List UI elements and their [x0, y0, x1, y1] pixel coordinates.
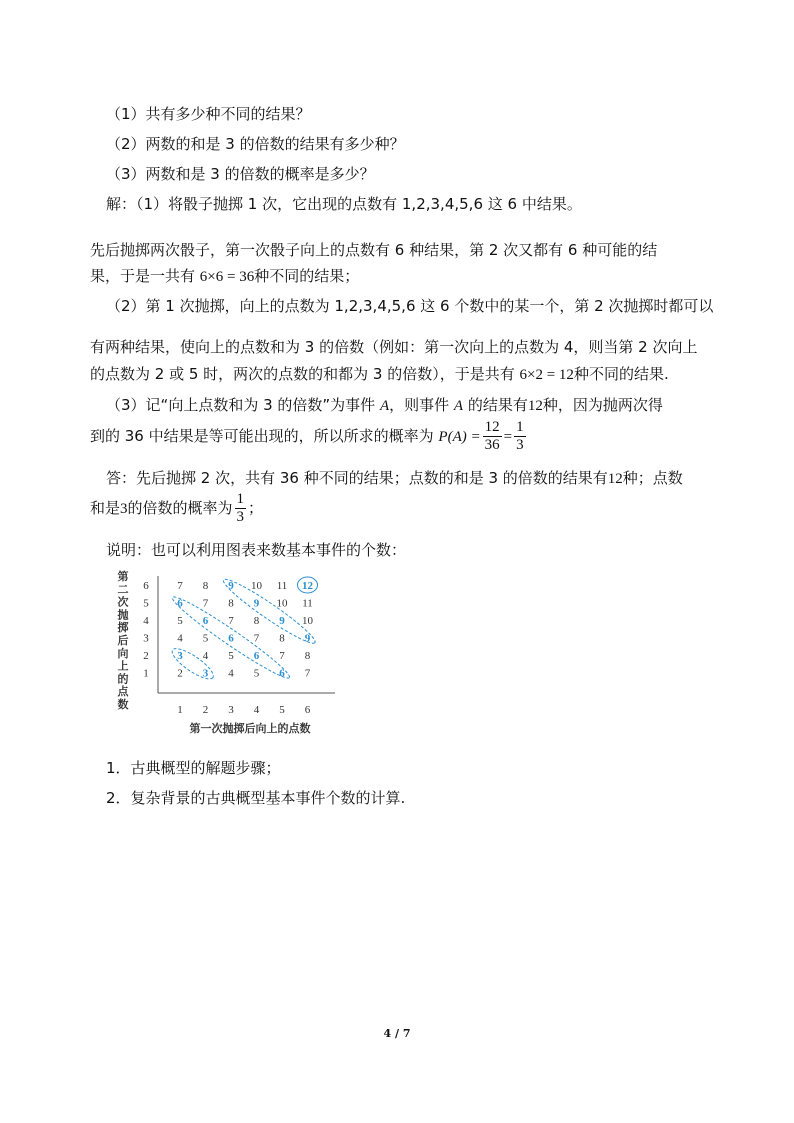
math-expression: 6×6 = 36 — [199, 269, 255, 285]
summary-item-2: 2．复杂背景的古典概型基本事件个数的计算. — [106, 789, 406, 807]
sum-cell: 7 — [202, 597, 209, 610]
sum-cell: 11 — [276, 580, 288, 592]
sum-cell: 5 — [202, 632, 209, 645]
sum-cell: 5 — [177, 615, 183, 627]
probability-expression: P(A) = — [438, 429, 481, 445]
x-tick-label: 6 — [304, 704, 311, 716]
solution-line-2: 先后抛掷两次骰子，第一次骰子向上的点数有 6 种结果，第 2 次又都有 6 种可能的结 — [90, 241, 658, 259]
sum-cell: 10 — [251, 580, 262, 592]
sum-cell: 4 — [177, 632, 183, 645]
sum-cell: 5 — [228, 650, 234, 662]
x-tick-label: 4 — [253, 704, 260, 716]
solution-line-3: 果，于是一共有 6×6 = 36种不同的结果； — [90, 267, 360, 285]
sum-cell: 4 — [228, 667, 234, 680]
answer-line-2: 和是3的倍数的概率为 $\frac{1}{3}$ ； — [90, 491, 264, 525]
solution-line-4: （2）第 1 次抛掷，向上的点数为 1,2,3,4,5,6 这 6 个数中的某一个，第 2 次抛掷时都可以 — [106, 297, 714, 315]
question-1: （1）共有多少种不同的结果？ — [106, 105, 311, 123]
highlighted-sum-cell: 6 — [228, 632, 234, 645]
sum-cell: 8 — [228, 597, 234, 610]
y-tick-label: 1 — [143, 667, 149, 680]
sum-cell: 2 — [177, 667, 183, 680]
solution-line-1: 解：（1）将骰子抛掷 1 次，它出现的点数有 1,2,3,4,5,6 这 6 中结果。 — [106, 195, 582, 213]
y-tick-label: 6 — [143, 580, 149, 592]
page-number: 4 / 7 — [383, 1027, 411, 1040]
solution-line-8: 到的 36 中结果是等可能出现的，所以所求的概率为 P(A) = $\frac{12}{36}$ = $\frac{1}{3}$ — [90, 419, 524, 453]
sum-cell: 10 — [302, 615, 313, 627]
y-tick-label: 3 — [143, 632, 149, 645]
x-tick-label: 1 — [177, 704, 183, 716]
answer-line-1: 答：先后抛掷 2 次，共有 36 种不同的结果；点数的和是 3 的倍数的结果有12种；点数 — [106, 469, 683, 487]
sum-cell: 8 — [202, 580, 209, 592]
sum-cell: 7 — [304, 667, 311, 680]
highlighted-sum-cell: 6 — [202, 615, 209, 627]
sum-cell: 8 — [304, 650, 311, 662]
highlighted-sum-cell: 9 — [253, 597, 260, 610]
sum-cell: 5 — [253, 667, 260, 680]
x-axis-label: 第一次抛掷后向上的点数 — [189, 722, 311, 735]
fraction: $\frac{1}{3}$ — [516, 419, 524, 453]
sum-cell: 7 — [253, 632, 260, 645]
math-expression: 6×2 = 12 — [519, 367, 574, 383]
sum-cell: 7 — [228, 615, 234, 627]
event-variable: A — [379, 398, 390, 414]
sum-cell: 8 — [253, 615, 260, 627]
fraction: $\frac{12}{36}$ — [484, 419, 500, 453]
y-tick-label: 4 — [143, 615, 149, 627]
highlighted-sum-cell: 9 — [304, 632, 311, 645]
highlighted-sum-cell: 12 — [302, 580, 313, 592]
y-tick-label: 2 — [143, 650, 149, 662]
x-tick-label: 3 — [228, 704, 234, 716]
highlighted-sum-cell: 9 — [279, 615, 285, 627]
sum-cell: 8 — [279, 632, 285, 645]
event-variable: A — [453, 398, 464, 414]
sum-cell: 10 — [276, 597, 288, 610]
highlighted-sum-cell: 3 — [177, 650, 183, 662]
sum-cell: 7 — [177, 580, 183, 592]
highlighted-sum-cell: 6 — [177, 597, 183, 610]
highlighted-sum-cell: 6 — [253, 650, 260, 662]
y-tick-label: 5 — [143, 597, 149, 610]
question-2: （2）两数的和是 3 的倍数的结果有多少种？ — [106, 135, 405, 153]
highlighted-sum-cell: 9 — [228, 580, 234, 592]
fraction: $\frac{1}{3}$ — [236, 491, 245, 525]
y-axis-label: 第二次抛掷后向上的点数 — [117, 570, 129, 711]
x-tick-label: 5 — [279, 704, 285, 716]
solution-line-7: （3）记“向上点数和为 3 的倍数”为事件 A，则事件 A 的结果有12种，因为抛两次得 — [106, 396, 663, 414]
x-tick-label: 2 — [202, 704, 209, 716]
note-text: 说明：也可以利用图表来数基本事件的个数： — [106, 541, 407, 559]
sum-cell: 7 — [279, 650, 285, 662]
sum-cell: 11 — [302, 597, 313, 610]
question-3: （3）两数和是 3 的倍数的概率是多少？ — [106, 165, 375, 183]
sum-cell: 4 — [202, 650, 209, 662]
solution-line-6: 的点数为 2 或 5 时，两次的点数的和都为 3 的倍数），于是共有 6×2 = 12种不同的结果. — [90, 365, 669, 383]
summary-item-1: 1．古典概型的解题步骤； — [106, 759, 281, 777]
sum-group-ellipse — [168, 644, 217, 684]
solution-line-5: 有两种结果，使向上的点数和为 3 的倍数（例如：第一次向上的点数为 4，则当第 2 次向上 — [90, 338, 698, 356]
sum-table-figure — [110, 568, 340, 743]
highlighted-sum-cell: 3 — [202, 667, 209, 680]
highlighted-sum-cell: 6 — [279, 667, 285, 680]
